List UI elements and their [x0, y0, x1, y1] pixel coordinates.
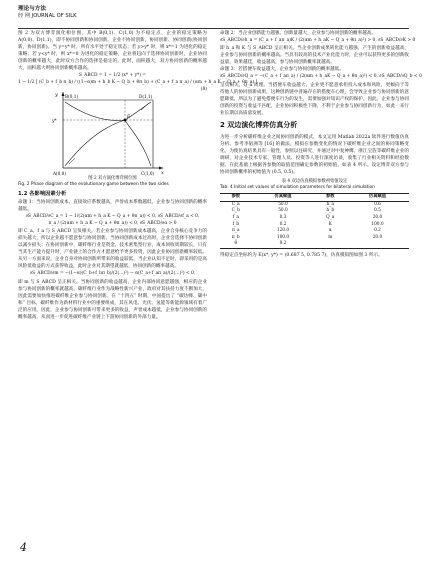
header-journal-name: 经 网 JOURNAL OF SILK: [18, 13, 77, 19]
table-cell: 0.2: [374, 228, 381, 234]
section-heading: 1.2 各影响因素分析: [18, 190, 67, 197]
page-number: 4: [20, 541, 27, 554]
table-cell: θ: [234, 241, 238, 247]
table-caption-cn: 表 4 双边仿真模拟参数初始值设定: [281, 179, 348, 185]
table-header-cell: 仿真赋值: [368, 194, 387, 200]
phase-diagram-figure: [49, 88, 169, 176]
equation: π_a / (2(αm + h_a K − Q_a + θπ_a)) < 0, ∂S_ABCD/∂α > 0: [48, 220, 177, 226]
trajectory: [125, 120, 151, 166]
table-cell: 100.0: [276, 234, 290, 240]
paragraph: 得稳定点坐标约为 E(x*, y*) = (0.687 5, 0.785 7)，仿真模拟图如图 3 所示。: [220, 252, 383, 258]
table-row: [220, 208, 409, 215]
table-header-cell: 仿真赋值: [274, 194, 292, 200]
table-header-cell: 参数: [325, 194, 335, 200]
paragraph: 命题 1：当协同创新成本、直接效应系数越高，声誉成本系数越低，企业参与协同创新的概率越低。: [18, 199, 207, 212]
table-row: [220, 241, 409, 248]
equation: ∂S_ABCD/∂m = −(1−α)(C_b+f_bπ_b)/(2(...)²) − α(C_a+f_aπ_a)/(2(...)²) < 0,: [29, 271, 196, 277]
table-cell: 100.0: [371, 221, 384, 227]
equation: S_ABCD = 1 − 1/2 (x* + y*) =: [78, 73, 147, 79]
table-header-cell: 参数: [231, 194, 241, 200]
header-section-title: 理论与方法: [18, 6, 46, 12]
table-cell: π_a: [231, 228, 240, 234]
paragraph: 呈负相关，Q_a 同理。当搭便车收益越大，企业更不愿意承担投入成本和风险，更倾向于等待他人的协同创新成果，这种创新链中普遍存在的搭便车心理，会导致企业参与协同创新的意愿降低，所以为了避免搭便车行为的发生，需要加强对知识产权的保护。因此，企业参与协同创新的投资与收益不匹配，企业协同积极性下降，不利于企业参与协同创新行为，如此一来行业长期以高质量发展。: [220, 82, 409, 116]
table-cell: f_a: [232, 214, 239, 220]
table-cell: [346, 241, 409, 248]
point-E-label: E: [127, 113, 131, 119]
page-header: [18, 6, 409, 29]
table-cell: α: [328, 228, 332, 234]
equation: [18, 80, 258, 92]
parameter-table: [220, 193, 409, 249]
table-cell: C_a: [231, 201, 240, 207]
paragraph: 为进一步分析碳纤维企业之间协同创新的模式，本文运用 Matlab 2022a 软件进行数值仿真分析。参考李韬洲等 [16] 的做法，模拟在参数变化的情况下碳纤维企业之间的协同策略变化。为使仿真结果具有一般性，参照以往研究，并通过对中复神鹰、浙江宝旌等碳纤维企业的调研，对企业技术专家、管理人员、投资等人进行深度访谈，收集了行业相关资料和经验数据，在此基础上根据各参数的取值范围确定参数的初始值，如表 4 所示。设定博弈双方参与协同创新概率的初始值为 (0.5, 0.5)。: [220, 134, 409, 176]
equation-number: (8): [200, 86, 207, 92]
paragraph: 图 2 为双方博弈演化相位图，其中 B(0,1)、C(1,0) 为不稳定点，企业的稳定策略为 A(0,0)、D(1,1)，即不协同创新和协同创新，企业不协同创新，协同创新、协同创新(协同创新，协同创新)。当 y=y* 时，所有水平处于稳定状态；若 y>y* 时，则 x*=1 为进化的稳定策略；若 y<y* 时，则 x*=0 为进化的稳定策略，企业将趋向于选择协同创新时，企业协同创新的概率越大，此时双方合作的选择是稳定的。此时，面积越大，双方协同创新的概率越大，面积越大则协同创新概率越高。: [18, 31, 207, 72]
table-row: [220, 215, 409, 222]
table-cell: K: [328, 221, 332, 227]
table-cell: m: [328, 234, 333, 240]
table-cell: h_b: [326, 208, 335, 214]
paragraph: 即 h_a 和 K 与 S_ABCD 呈正相关。当企业创新成果转化能力越强，产生的创新收益越高，企业参与协同创新的概率越高。当具有较高的技术产业化能力时，企业可以获得更多的创新收益量，效果越佳，收益越高，参与协同创新概率就越高。: [220, 46, 409, 66]
paragraph: 命题 3：若搭便车收益越大，企业参与协同创新的概率越低。: [220, 67, 344, 73]
table-row: [220, 235, 409, 242]
point-B-label: B(0,1): [65, 93, 79, 99]
table-cell: π_b: [231, 234, 240, 240]
ystar-label: y*: [52, 118, 57, 124]
trajectory: [65, 102, 125, 120]
table-cell: 0.3: [279, 214, 287, 220]
table-cell: 20.0: [372, 234, 383, 240]
table-cell: 0.2: [279, 241, 287, 247]
table-caption-en: Tab. 4 Initial set values of simulation parameters for bilateral simulation: [220, 185, 375, 191]
section-heading: 2 双边演化博弈仿真分析: [220, 120, 298, 129]
x-axis-label: x: [161, 169, 165, 176]
equation: ∂S_ABCD/∂Q_a = −(C_a + f_aπ_a) / (2(αm + h_aK − Q_a + θπ_a)²) < 0, ∂S_ABCD/∂Q_b < 0: [220, 74, 422, 80]
paragraph: 命题 2：当企业创新能力越强、创新量越大，企业参与协同创新的概率越高。: [220, 31, 376, 36]
table-cell: 0.2: [279, 221, 287, 227]
point-C-label: C(1,0): [141, 170, 155, 176]
point-A-label: A(0,0): [53, 170, 67, 176]
table-cell: 20.0: [372, 214, 383, 220]
equation: ∂S_ABCD/∂h_a = (C_a + f_aπ_a)K / (2(αm + h_aK − Q_a + θπ_a)²) > 0, ∂S_ABCD/∂K > 0: [220, 38, 416, 44]
y-axis-label: y: [55, 91, 59, 98]
equation: ∂S_ABCD/∂C_a = 1 − 1/(2(αm + h_a K − Q_a + θπ_a)) < 0, ∂S_ABCD/∂f_a < 0,: [25, 213, 200, 219]
table-row: [220, 201, 409, 208]
table-cell: 0.5: [374, 208, 381, 214]
table-cell: C_b: [231, 208, 240, 214]
right-column: [220, 30, 422, 259]
table-cell: Q_a: [326, 214, 335, 220]
figure-caption-en: Fig. 2 Phase diagram of the evolutionary game between the two sides: [18, 181, 169, 187]
table-row: [220, 222, 409, 229]
saddle-point-marker: [124, 118, 127, 121]
point-D-label: D(1,1): [139, 93, 153, 99]
table-cell: 120.0: [276, 228, 290, 234]
table-cell: 50.0: [278, 208, 288, 214]
equation-body: 1 − 1/2 [ (C_b + f_b π_b) / ((1−α)m + h_b K − Q_b + θπ_b) + (C_a + f_a π_a) / (αm + h_a K − Q_a + θπ_a) ]: [18, 80, 258, 86]
paragraph: 即 C_a、f_a 与 S_ABCD 呈负相关。若企业参与协同创新成本越高，企业自身核心竞争力的损失越大，所以企业越不愿意参与协同创新。当协同创新成本过高时，企业会选择不协同创新以减少损失；在协同创新中，碳纤维行业是资金、技术密集型行业，成本回收周期较长，只有当其生产能力提升时，产业链上的合作方才愿意给予更多投资，因此企业协同创新概率较低。从另一方面来说，企业自身对协同创新所带来的收益较低，当企业认知不足时，即采用的是高风险低收益的方式获得收益，此时企业对其期望就越低，协同创新的概率越高。: [18, 229, 207, 270]
table-cell: h_a: [326, 201, 334, 207]
table-row: [220, 228, 409, 235]
table-cell: 0.6: [374, 201, 381, 207]
table-cell: [315, 241, 347, 248]
table-cell: f_b: [232, 221, 239, 227]
table-header-row: [220, 194, 409, 202]
table-cell: 50.0: [278, 201, 288, 207]
paragraph: 即 m 与 S_ABCD 呈正相关。当协同创新的收益越高，企业内部协同意愿越强，相应的企业参与协同创新的概率就越高，碳纤维行业作为战略性新兴产业，政府对其扶持力度不断加大，因此需要加快推进碳纤维企业参与协同创新。在 “十四五” 时期，中国提出了 “碳达峰、碳中和” 目标，碳纤维作为新材料行业中的重要组成，其在风电、光伏、氢能等新能源领域有着广泛的应用。因此，企业参与协同创新可带来更多的收益，声誉成本越低，企业参与协同创新的概率越高，从而进一步促进碳纤维产业链上下游协同创新的外部力量。: [18, 279, 207, 320]
figure-caption-cn: 图 2 双方演化博弈相位图: [88, 175, 137, 181]
